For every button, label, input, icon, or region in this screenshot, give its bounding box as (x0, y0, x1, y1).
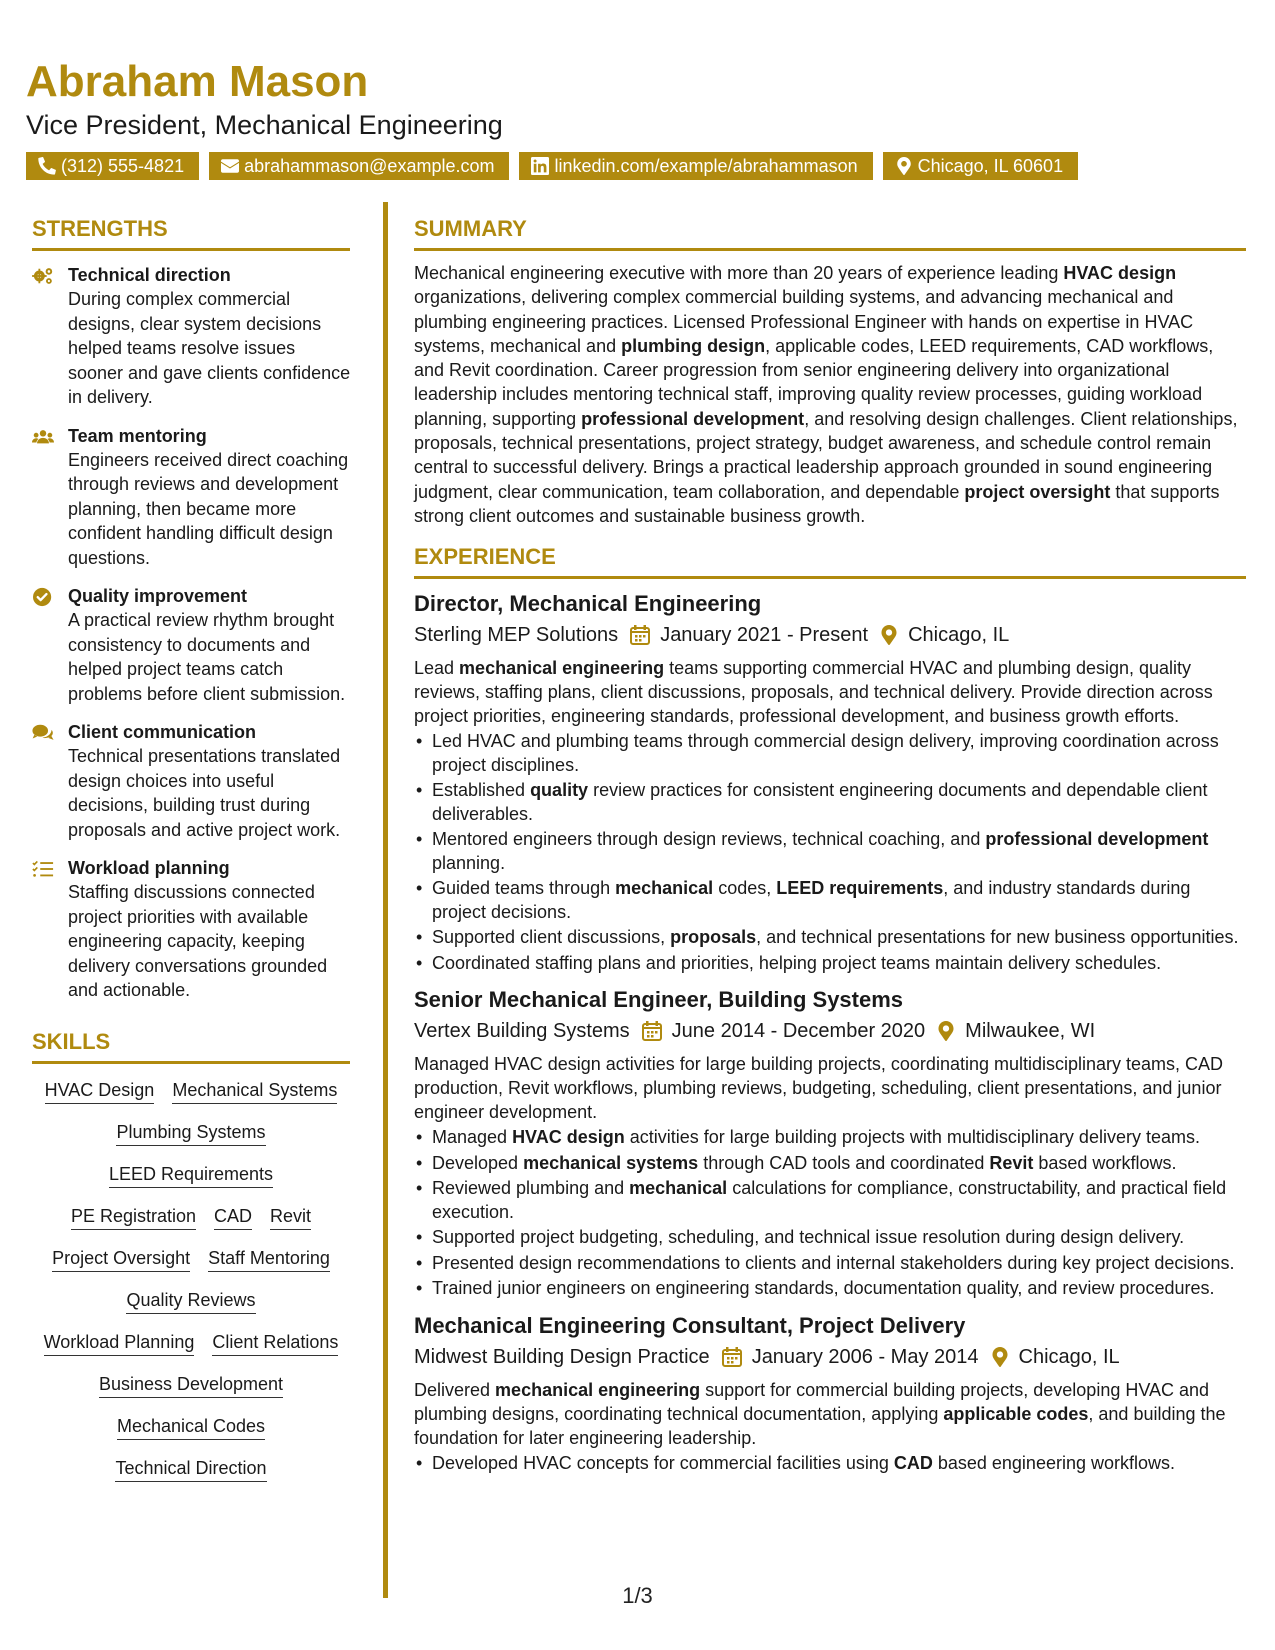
phone-text: (312) 555-4821 (61, 155, 185, 176)
bullet-item: • Supported client discussions, proposals, and technical presentations for new business opportunities. (432, 926, 1246, 950)
skill-tag: Staff Mentoring (208, 1246, 330, 1272)
calendar-icon (722, 1347, 742, 1367)
skill-tag: HVAC Design (45, 1078, 155, 1104)
job-meta (414, 1344, 1246, 1370)
strength-desc: During complex commercial designs, clear system decisions helped teams resolve issues sooner and gave clients confidence in delivery. (68, 289, 351, 407)
job-title: Senior Mechanical Engineer, Building Systems (414, 987, 904, 1013)
job-bullets (414, 730, 1246, 975)
phone-icon (38, 157, 56, 175)
bold-phrase: mechanical engineering (459, 658, 665, 679)
contact-bar (26, 152, 1078, 180)
bold-phrase: LEED requirements (776, 878, 944, 899)
bold-phrase: mechanical engineering (495, 1379, 701, 1400)
email-text: abrahammason@example.com (244, 155, 495, 176)
strength-desc: Engineers received direct coaching through reviews and development planning, then became more confident handling difficult design questions. (68, 449, 349, 568)
bullet-item: • Reviewed plumbing and mechanical calculations for compliance, constructability, and practical field execution. (432, 1177, 1246, 1224)
strength-desc: A practical review rhythm brought consistency to documents and helped project teams catch problems before client submission. (68, 610, 346, 704)
job-title: Mechanical Engineering Consultant, Project Delivery (414, 1312, 966, 1338)
check-circle-icon (32, 584, 58, 706)
skill-tag: Technical Direction (115, 1456, 266, 1482)
strength-desc: Technical presentations translated design choices into useful decisions, building trust during proposals and active project work. (68, 746, 341, 840)
column-divider (383, 202, 388, 1598)
linkedin-icon (531, 157, 549, 175)
strength-item (32, 263, 352, 410)
job-entry (414, 591, 1246, 975)
bullet-item: • Led HVAC and plumbing teams through commercial design delivery, improving coordination across project disciplines. (432, 730, 1246, 777)
skill-tag: Plumbing Systems (116, 1120, 265, 1146)
skill-tag: PE Registration (71, 1204, 196, 1230)
bullet-item: • Presented design recommendations to clients and internal stakeholders during key project decisions. (432, 1252, 1246, 1276)
strength-title: Technical direction (68, 265, 231, 285)
company-name: Vertex Building Systems (414, 1020, 630, 1043)
job-description: Lead mechanical engineering teams supporting commercial HVAC and plumbing design, quality reviews, staffing plans, client discussions, proposals, and technical delivery. Provide direction across project priorities, engineering standards, professional development, and business growth efforts. (414, 658, 1213, 727)
skills-list (32, 1078, 350, 1482)
comments-icon (32, 720, 58, 842)
job-meta (414, 622, 1246, 648)
linkedin-text: linkedin.com/example/abrahammason (554, 155, 858, 176)
job-location: Milwaukee, WI (965, 1020, 1096, 1043)
bullet-item: • Guided teams through mechanical codes, LEED requirements, and industry standards during project decisions. (432, 877, 1246, 924)
job-title: Director, Mechanical Engineering (414, 591, 762, 617)
gears-icon (32, 263, 58, 410)
job-entry (414, 987, 1246, 1301)
skill-tag: Mechanical Systems (172, 1078, 337, 1104)
strength-item (32, 856, 352, 1003)
strengths-heading: STRENGTHS (32, 218, 350, 251)
job-bullets (414, 1452, 1246, 1476)
list-check-icon (32, 856, 58, 1003)
job-meta (414, 1018, 1246, 1044)
job-location: Chicago, IL (1018, 1345, 1120, 1368)
envelope-icon (221, 157, 239, 175)
job-dates: January 2021 - Present (660, 624, 869, 647)
summary-text: Mechanical engineering executive with more than 20 years of experience leading HVAC design organizations, delivering complex commercial building systems, and advancing mechanical and plumbing engineering practices. Licensed Professional Engineer with hands on expertise in HVAC systems, mechanical and plumbing design, applicable codes, LEED requirements, CAD workflows, and Revit coordination. Career progression from senior engineering delivery into organizational leadership includes mentoring technical staff, improving quality review processes, guiding workload planning, supporting professional development, and resolving design challenges. Client relationships, proposals, technical presentations, project strategy, budget awareness, and schedule control remain central to successful delivery. Brings a practical leadership approach grounded in sound engineering judgment, clear communication, team collaboration, and dependable project oversight that supports strong client outcomes and sustainable business growth. (414, 263, 1238, 526)
bullet-item: • Developed mechanical systems through CAD tools and coordinated Revit based workflows. (432, 1152, 1246, 1176)
bold-phrase: quality (530, 780, 589, 801)
calendar-icon (642, 1021, 662, 1041)
skill-tag: CAD (214, 1204, 252, 1230)
bold-phrase: applicable codes (943, 1403, 1089, 1424)
bold-phrase: project oversight (964, 481, 1111, 502)
calendar-icon (630, 625, 650, 645)
skills-heading: SKILLS (32, 1031, 350, 1064)
map-pin-icon (937, 1021, 955, 1041)
map-pin-icon (991, 1347, 1009, 1367)
bold-phrase: CAD (893, 1452, 933, 1473)
job-entry (414, 1313, 1246, 1476)
skill-tag: Client Relations (212, 1330, 338, 1356)
job-location: Chicago, IL (908, 624, 1010, 647)
strength-desc: Staffing discussions connected project priorities with available engineering capacity, keeping delivery conversations grounded and actionable. (68, 882, 328, 1000)
bullet-item: • Developed HVAC concepts for commercial facilities using CAD based engineering workflows. (432, 1452, 1246, 1476)
job-bullets (414, 1126, 1246, 1301)
location-text: Chicago, IL 60601 (917, 155, 1064, 176)
strengths-list (32, 263, 352, 1003)
page-number: 1/3 (622, 1583, 653, 1608)
bold-phrase: proposals (670, 927, 757, 948)
bold-phrase: plumbing design (621, 335, 766, 356)
experience-heading: EXPERIENCE (414, 546, 1246, 579)
strength-item (32, 584, 352, 706)
company-name: Sterling MEP Solutions (414, 624, 619, 647)
map-pin-icon (880, 625, 898, 645)
bullet-item: • Established quality review practices for consistent engineering documents and dependable client deliverables. (432, 779, 1246, 826)
skill-tag: Revit (270, 1204, 311, 1230)
contact-linkedin[interactable] (519, 152, 872, 180)
bullet-item: • Trained junior engineers on engineering standards, documentation quality, and review procedures. (432, 1277, 1246, 1301)
job-description: Managed HVAC design activities for large building projects, coordinating multidisciplinary teams, CAD production, Revit workflows, plumbing reviews, budgeting, scheduling, client presentations, and junior engineer development. (414, 1054, 1224, 1123)
company-name: Midwest Building Design Practice (414, 1345, 710, 1368)
right-column (414, 218, 1246, 1477)
bold-phrase: Revit (989, 1152, 1034, 1173)
bullet-item: • Coordinated staffing plans and priorities, helping project teams maintain delivery schedules. (432, 952, 1246, 976)
strength-title: Workload planning (68, 858, 230, 878)
bullet-item: • Managed HVAC design activities for large building projects with multidisciplinary delivery teams. (432, 1126, 1246, 1150)
bold-phrase: HVAC design (512, 1127, 625, 1148)
contact-email[interactable] (209, 152, 509, 180)
job-dates: June 2014 - December 2020 (671, 1020, 926, 1043)
bullet-item: • Supported project budgeting, scheduling, and technical issue resolution during design delivery. (432, 1226, 1246, 1250)
bold-phrase: professional development (581, 408, 805, 429)
contact-location[interactable] (883, 152, 1078, 180)
strength-item (32, 424, 352, 571)
strength-title: Client communication (68, 722, 257, 742)
skill-tag: LEED Requirements (109, 1162, 273, 1188)
skill-tag: Project Oversight (52, 1246, 190, 1272)
map-pin-icon (895, 157, 913, 175)
job-description: Delivered mechanical engineering support for commercial building projects, developing HVAC and plumbing designs, coordinating technical documentation, applying applicable codes, and building the foundation for later engineering leadership. (414, 1379, 1226, 1448)
bold-phrase: mechanical (629, 1178, 728, 1199)
bullet-item: • Mentored engineers through design reviews, technical coaching, and professional development planning. (432, 828, 1246, 875)
skill-tag: Mechanical Codes (117, 1414, 265, 1440)
strength-item (32, 720, 352, 842)
candidate-title: Vice President, Mechanical Engineering (26, 110, 503, 140)
candidate-name: Abraham Mason (26, 57, 369, 106)
skill-tag: Business Development (99, 1372, 283, 1398)
summary-heading: SUMMARY (414, 218, 1246, 251)
strength-title: Team mentoring (68, 425, 207, 446)
bold-phrase: mechanical (615, 878, 714, 899)
users-icon (32, 424, 58, 571)
job-dates: January 2006 - May 2014 (751, 1345, 979, 1368)
contact-phone[interactable] (26, 152, 199, 180)
bold-phrase: mechanical systems (523, 1152, 699, 1173)
skill-tag: Workload Planning (44, 1330, 195, 1356)
bold-phrase: professional development (985, 829, 1209, 850)
strength-title: Quality improvement (68, 586, 248, 606)
bold-phrase: HVAC design (1063, 263, 1177, 283)
left-column (32, 218, 352, 1498)
skill-tag: Quality Reviews (126, 1288, 255, 1314)
